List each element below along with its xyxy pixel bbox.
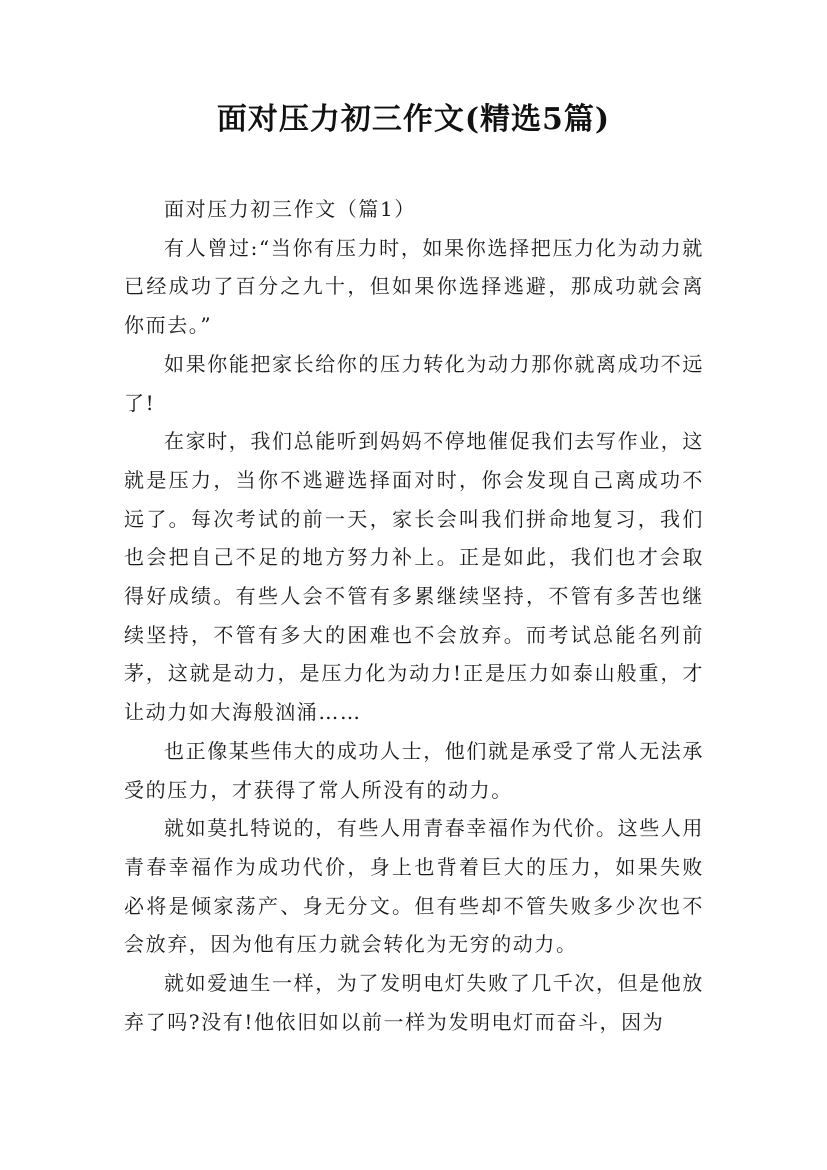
section-heading: 面对压力初三作文（篇1） — [164, 197, 416, 221]
paragraph: 也正像某些伟大的成功人士，他们就是承受了常人无法承受的压力，才获得了常人所没有的动力。 — [124, 738, 704, 802]
document-body — [124, 190, 704, 1041]
paragraph: 如果你能把家长给你的压力转化为动力那你就离成功不远了! — [124, 351, 704, 415]
paragraph: 有人曾过:“当你有压力时，如果你选择把压力化为动力就已经成功了百分之九十，但如果你选择逃避，那成功就会离你而去。” — [124, 235, 704, 338]
paragraph: 就如莫扎特说的，有些人用青春幸福作为代价。这些人用青春幸福作为成功代价，身上也背着巨大的压力，如果失败必将是倾家荡产、身无分文。但有些却不管失败多少次也不会放弃，因为他有压力就会转化为无穷的动力。 — [124, 816, 704, 957]
document-title: 面对压力初三作文(精选5篇) — [216, 102, 611, 137]
paragraph: 就如爱迪生一样，为了发明电灯失败了几千次，但是他放弃了吗?没有!他依旧如以前一样为发明电灯而奋斗，因为 — [124, 971, 704, 1034]
paragraph: 在家时，我们总能听到妈妈不停地催促我们去写作业，这就是压力，当你不逃避选择面对时，你会发现自己离成功不远了。每次考试的前一天，家长会叫我们拼命地复习，我们也会把自己不足的地方努力补上。正是如此，我们也才会取得好成绩。有些人会不管有多累继续坚持，不管有多苦也继续坚持，不管有多大的困难也不会放弃。而考试总能名列前茅，这就是动力，是压力化为动力!正是压力如泰山般重，才让动力如大海般汹涌…… — [124, 429, 704, 725]
